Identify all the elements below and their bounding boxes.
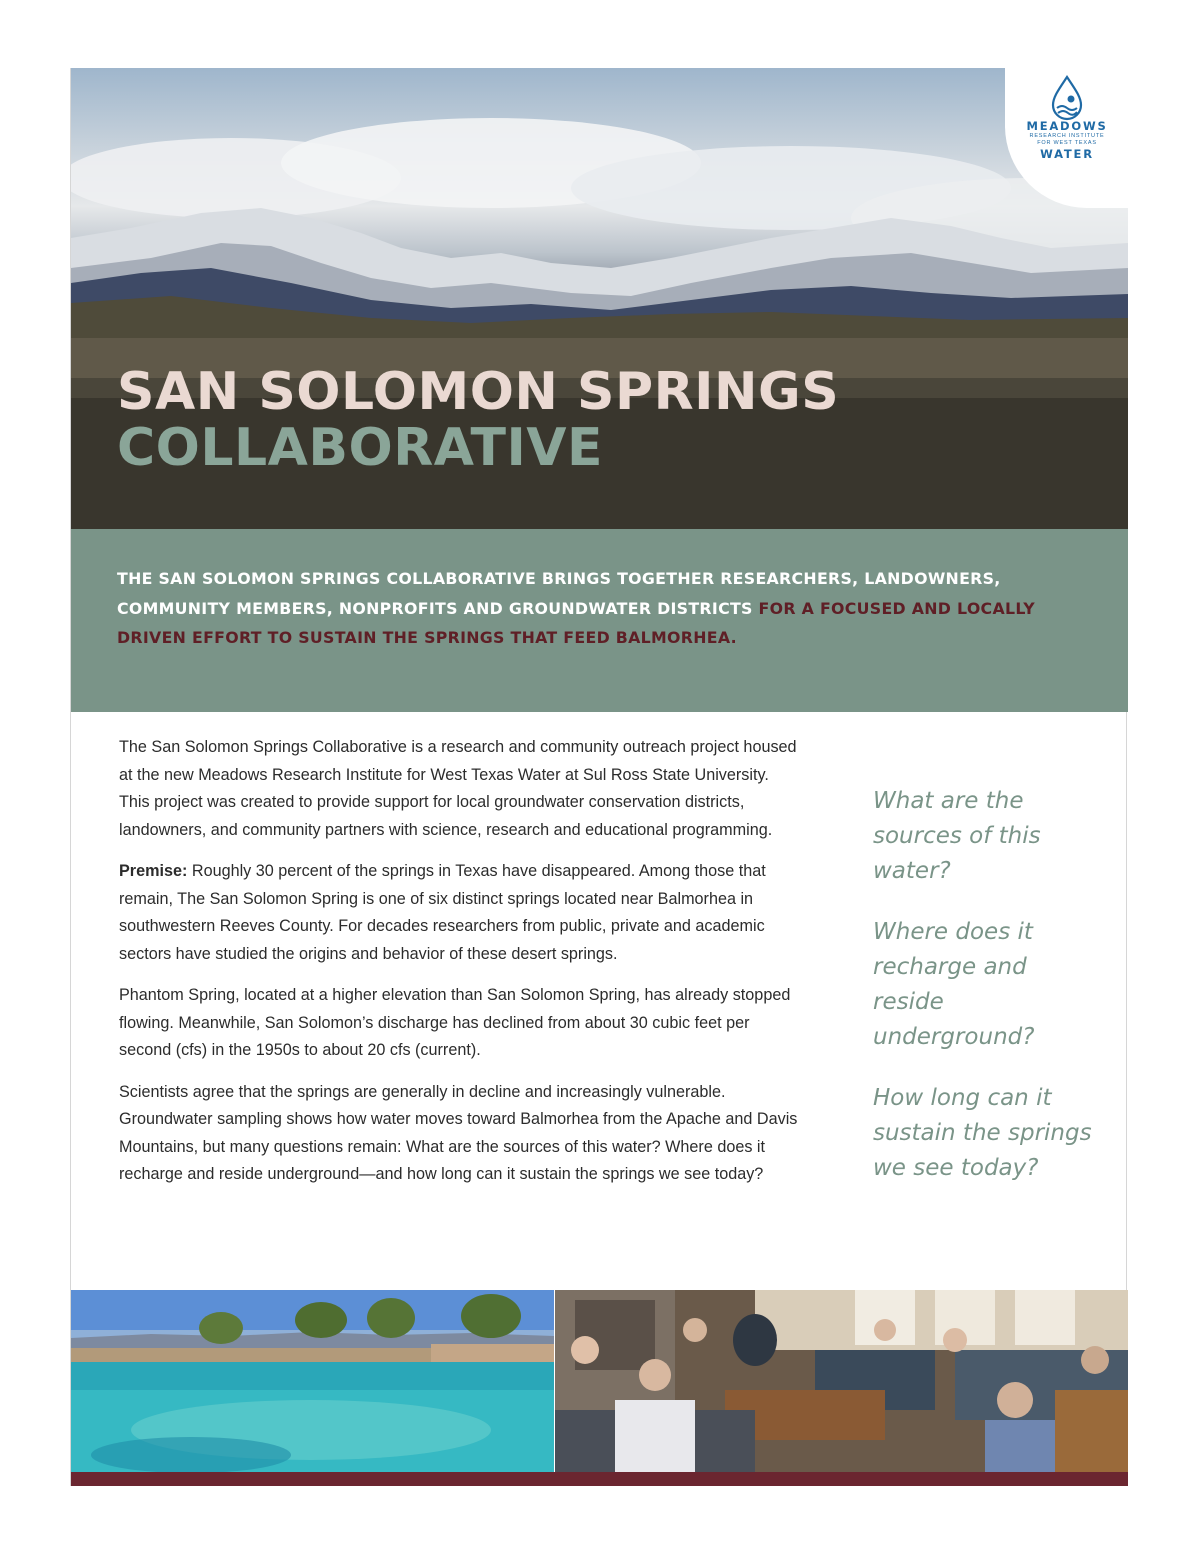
page-title [117, 364, 839, 476]
photo-strip [71, 1290, 1128, 1472]
spring-pool-photo [71, 1290, 554, 1472]
premise-text: Roughly 30 percent of the springs in Texas have disappeared. Among those that remain, The San Solomon Spring is one of six distinct springs located near Balmorhea in southwestern Reeves County. For decades researchers from public, private and academic sectors have studied the origins and behavior of these desert springs. [119, 862, 766, 963]
paragraph-scientists: Scientists agree that the springs are generally in decline and increasingly vulnerable. Groundwater sampling shows how water moves toward Balmorhea from the Apache and Davis Mountains, but many questions remain: What are the sources of this water? Where does it recharge and reside underground—and how long can it sustain the springs we see today? [119, 1082, 798, 1183]
paragraph-premise [119, 858, 799, 968]
logo-line-4: WATER [1040, 147, 1094, 161]
logo-text [1005, 119, 1128, 161]
meeting-photo [555, 1290, 1128, 1472]
pull-quotes [873, 784, 1103, 1212]
flyer-page [70, 68, 1127, 1486]
question-1: What are the sources of this water? [873, 788, 1041, 884]
footer-bar [71, 1472, 1128, 1486]
water-drop-icon [1049, 75, 1085, 121]
banner-red-text: FOR A FOCUSED AND LOCALLY DRIVEN EFFORT TO SUSTAIN THE SPRINGS THAT FEED BALMORHEA. [117, 598, 1035, 647]
premise-label: Premise: [119, 862, 188, 880]
question-3: How long can it sustain the springs we see today? [873, 1085, 1092, 1181]
hero-section [71, 68, 1128, 529]
logo-line-3: FOR WEST TEXAS [1037, 140, 1097, 146]
paragraph-intro: The San Solomon Springs Collaborative is a research and community outreach project housed at the new Meadows Research Institute for West Texas Water at Sul Ross State University. This project was created to provide support for local groundwater conservation districts, landowners, and community partners with science, research and educational programming. [119, 738, 797, 839]
logo-line-1: MEADOWS [1026, 119, 1108, 133]
title-line-2: COLLABORATIVE [117, 418, 604, 478]
question-2: Where does it recharge and reside underground? [873, 919, 1035, 1050]
paragraph-phantom-spring: Phantom Spring, located at a higher elevation than San Solomon Spring, has already stopped flowing. Meanwhile, San Solomon’s discharge has declined from about 30 cubic feet per second (cfs) in the 1950s to about 20 cfs (current). [119, 986, 791, 1059]
body-text [119, 734, 799, 1203]
intro-banner [71, 529, 1128, 712]
title-line-1: SAN SOLOMON SPRINGS [117, 362, 840, 422]
banner-white-text: THE SAN SOLOMON SPRINGS COLLABORATIVE BRINGS TOGETHER RESEARCHERS, LANDOWNERS, COMMUNITY MEMBERS, NONPROFITS AND GROUNDWATER DISTRICTS [117, 569, 1001, 618]
logo-line-2: RESEARCH INSTITUTE [1029, 133, 1105, 139]
